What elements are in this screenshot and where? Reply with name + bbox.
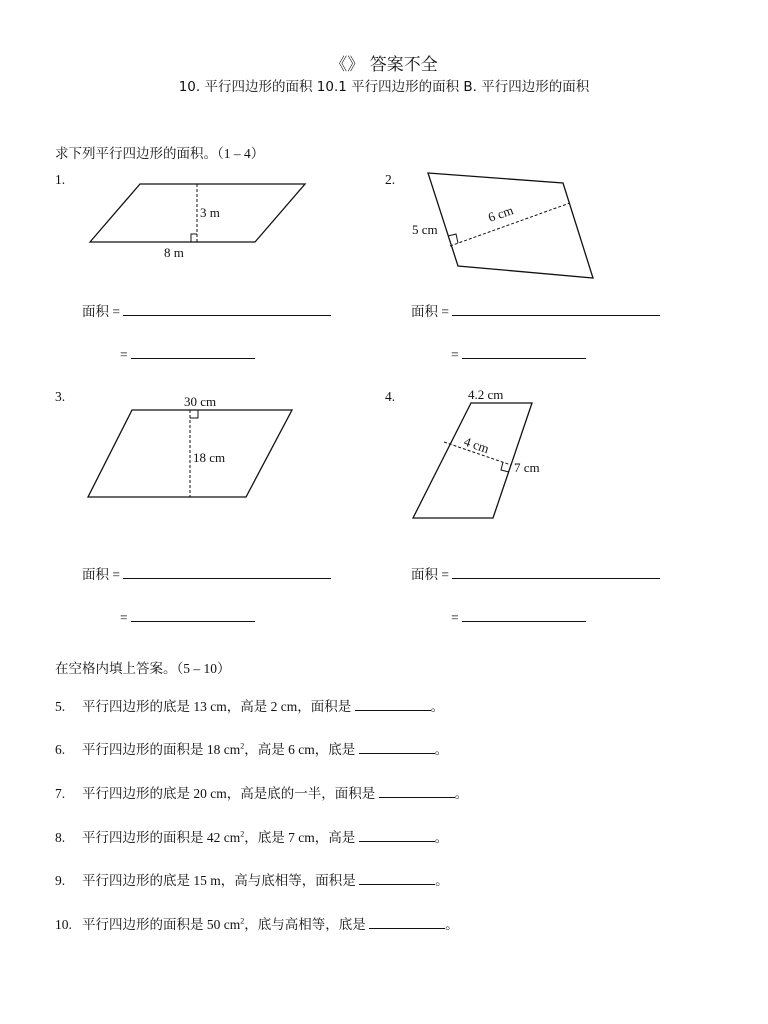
base-label: 5 cm bbox=[412, 222, 438, 237]
height-label: 4 cm bbox=[462, 433, 492, 457]
area-label: 面积 = bbox=[82, 567, 120, 582]
fill-question bbox=[55, 826, 448, 846]
answer-blank[interactable] bbox=[359, 827, 435, 842]
result-answer-line bbox=[451, 607, 586, 626]
base-label: 8 m bbox=[164, 245, 184, 260]
answer-blank[interactable] bbox=[131, 344, 255, 359]
question-text: 平行四边形的面积是 18 cm bbox=[82, 742, 241, 757]
fill-question bbox=[55, 869, 449, 889]
question-text-mid: ，底与高相等，底是 bbox=[244, 917, 370, 932]
fill-question bbox=[55, 782, 468, 802]
height-label: 18 cm bbox=[193, 450, 226, 465]
equals-sign: = bbox=[120, 347, 128, 362]
answer-blank[interactable] bbox=[369, 914, 445, 929]
question-number: 6. bbox=[55, 742, 66, 757]
area-label: 面积 = bbox=[411, 567, 449, 582]
result-answer-line bbox=[451, 344, 586, 363]
parallelogram-figure-2 bbox=[408, 168, 608, 288]
area-answer-line bbox=[411, 563, 660, 583]
problem-number: 4. bbox=[385, 389, 396, 404]
answer-blank[interactable] bbox=[355, 696, 431, 711]
answer-blank[interactable] bbox=[359, 739, 435, 754]
question-number: 7. bbox=[55, 786, 66, 801]
area-answer-line bbox=[411, 300, 660, 320]
answer-blank[interactable] bbox=[123, 301, 331, 316]
question-end: 。 bbox=[454, 786, 469, 801]
result-answer-line bbox=[120, 344, 255, 363]
page-subtitle: 10. 平行四边形的面积 10.1 平行四边形的面积 B. 平行四边形的面积 bbox=[178, 79, 590, 95]
superscript: 2 bbox=[240, 916, 245, 926]
problem-number: 2. bbox=[385, 172, 396, 187]
height-label: 3 m bbox=[200, 205, 220, 220]
area-answer-line bbox=[82, 563, 331, 583]
question-number: 5. bbox=[55, 699, 66, 714]
question-end: 。 bbox=[434, 742, 449, 757]
parallelogram-figure-1 bbox=[80, 172, 315, 282]
answer-blank[interactable] bbox=[452, 564, 660, 579]
area-answer-line bbox=[82, 300, 331, 320]
question-number: 9. bbox=[55, 873, 66, 888]
problem-number: 3. bbox=[55, 389, 66, 404]
superscript: 2 bbox=[240, 829, 245, 839]
equals-sign: = bbox=[120, 610, 128, 625]
parallelogram-figure-4 bbox=[408, 385, 558, 525]
question-text: 平行四边形的底是 13 cm，高是 2 cm，面积是 bbox=[82, 699, 355, 714]
question-end: 。 bbox=[430, 699, 445, 714]
base-label: 30 cm bbox=[184, 394, 217, 409]
answer-blank[interactable] bbox=[452, 301, 660, 316]
question-end: 。 bbox=[435, 873, 449, 888]
top-label: 4.2 cm bbox=[468, 387, 504, 402]
question-end: 。 bbox=[445, 917, 459, 932]
fill-question bbox=[55, 913, 459, 933]
question-text: 平行四边形的面积是 42 cm bbox=[82, 830, 241, 845]
fill-question bbox=[55, 738, 448, 758]
question-number: 8. bbox=[55, 830, 66, 845]
base-label: 7 cm bbox=[514, 460, 540, 475]
answer-blank[interactable] bbox=[359, 870, 435, 885]
equals-sign: = bbox=[451, 347, 459, 362]
question-text-mid: ，高是 6 cm，底是 bbox=[244, 742, 359, 757]
area-label: 面积 = bbox=[82, 304, 120, 319]
section1-heading: 求下列平行四边形的面积。（1 – 4） bbox=[55, 146, 265, 161]
superscript: 2 bbox=[240, 741, 245, 751]
fill-question bbox=[55, 695, 444, 715]
answer-blank[interactable] bbox=[123, 564, 331, 579]
answer-blank[interactable] bbox=[379, 783, 455, 798]
question-text: 平行四边形的面积是 50 cm bbox=[82, 917, 241, 932]
question-text: 平行四边形的底是 15 m，高与底相等，面积是 bbox=[82, 873, 360, 888]
height-label: 6 cm bbox=[486, 202, 516, 225]
answer-blank[interactable] bbox=[131, 607, 255, 622]
result-answer-line bbox=[120, 607, 255, 626]
question-end: 。 bbox=[434, 830, 449, 845]
section2-heading: 在空格内填上答案。（5 – 10） bbox=[55, 661, 231, 676]
answer-blank[interactable] bbox=[462, 344, 586, 359]
question-text: 平行四边形的底是 20 cm，高是底的一半，面积是 bbox=[82, 786, 379, 801]
question-text-mid: ，底是 7 cm，高是 bbox=[244, 830, 359, 845]
parallelogram-figure-3 bbox=[80, 390, 315, 510]
question-number: 10. bbox=[55, 917, 72, 932]
page-title: 《》 答案不全 bbox=[330, 55, 438, 75]
area-label: 面积 = bbox=[411, 304, 449, 319]
problem-number: 1. bbox=[55, 172, 66, 187]
equals-sign: = bbox=[451, 610, 459, 625]
answer-blank[interactable] bbox=[462, 607, 586, 622]
